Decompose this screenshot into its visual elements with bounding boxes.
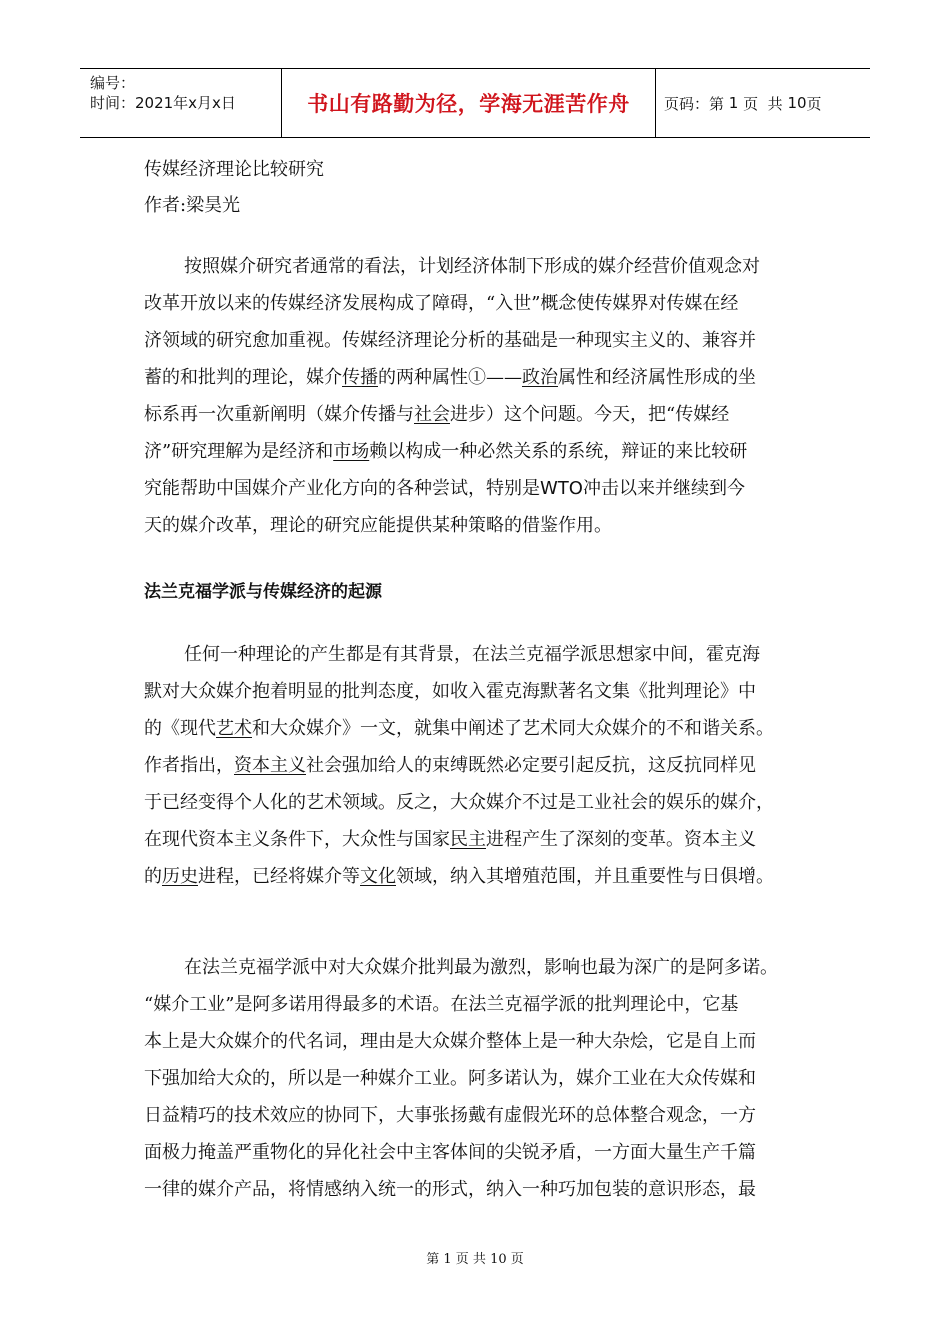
page-footer: 第 1 页 共 10 页 (426, 1252, 524, 1267)
link-yishu[interactable]: 艺术 (216, 718, 252, 739)
number-label: 编号： (90, 74, 136, 92)
document-header (80, 68, 870, 138)
page-prefix: 页码：第 (664, 94, 725, 113)
date-label: 时间：2021年x月x日 (90, 94, 236, 112)
paragraph-1: 按照媒介研究者通常的看法，计划经济体制下形成的媒介经营价值观念对 改革开放以来的传媒经济发展构成了障碍，“入世”概念使传媒界对传媒在经 济领域的研究愈加重视。传媒经济理论分析的基础是一种现实主义的、兼容并 蓄的和批判的理论，媒介传播的两种属性①——政治属性和经济属性形成的坐 标系再一次重新阐明（媒介传播与社会进步）这个问题。今天，把“传媒经 济”研究理解为是经济和市场赖以构成一种必然关系的系统，辩证的来比较研 究能帮助中国媒介产业化方向的各种尝试，特别是WTO冲击以来并继续到今 天的媒介改革，理论的研究应能提供某种策略的借鉴作用。 (144, 256, 760, 536)
footer-page-number: 1 (443, 1252, 452, 1267)
section-heading: 法兰克福学派与传媒经济的起源 (144, 582, 382, 602)
page-middle: 页 共 (743, 94, 783, 113)
page-number: 1 (728, 94, 739, 112)
link-shichang[interactable]: 市场 (333, 441, 370, 462)
header-page-info (656, 69, 870, 137)
link-wenhua[interactable]: 文化 (360, 866, 396, 887)
link-lishi[interactable]: 历史 (162, 866, 198, 887)
link-chuanbo[interactable]: 传播 (342, 367, 378, 388)
link-minzhu[interactable]: 民主 (450, 829, 486, 850)
header-motto: 书山有路勤为径，学海无涯苦作舟 (282, 69, 656, 137)
page-suffix: 页 (806, 94, 822, 113)
article-author: 作者:梁昊光 (144, 195, 241, 216)
header-meta-cell (80, 69, 282, 137)
paragraph-3: 在法兰克福学派中对大众媒介批判最为激烈，影响也最为深广的是阿多诺。 “媒介工业”是阿多诺用得最多的术语。在法兰克福学派的批判理论中，它基 本上是大众媒介的代名词，理由是大众媒介整体上是一种大杂烩，它是自上而 下强加给大众的，所以是一种媒介工业。阿多诺认为，媒介工业在大众传媒和 日益精巧的技术效应的协同下，大事张扬戴有虚假光环的总体整合观念，一方 面极力掩盖严重物化的异化社会中主客体间的尖锐矛盾，一方面大量生产千篇 一律的媒介产品，将情感纳入统一的形式，纳入一种巧加包装的意识形态，最 (144, 957, 778, 1200)
footer-page-total: 10 (490, 1252, 507, 1267)
article-title: 传媒经济理论比较研究 (144, 159, 324, 180)
page-total: 10 (787, 94, 807, 112)
link-zibenzhuyi[interactable]: 资本主义 (234, 755, 306, 776)
link-shehui[interactable]: 社会 (414, 404, 450, 425)
paragraph-2: 任何一种理论的产生都是有其背景，在法兰克福学派思想家中间，霍克海 默对大众媒介抱着明显的批判态度，如收入霍克海默著名文集《批判理论》中 的《现代艺术和大众媒介》一文，就集中阐述了艺术同大众媒介的不和谐关系。 作者指出，资本主义社会强加给人的束缚既然必定要引起反抗，这反抗同样见 于已经变得个人化的艺术领域。反之，大众媒介不过是工业社会的娱乐的媒介， 在现代资本主义条件下，大众性与国家民主进程产生了深刻的变革。资本主义 的历史进程，已经将媒介等文化领域，纳入其增殖范围，并且重要性与日俱增。 (144, 644, 774, 887)
link-zhengzhi[interactable]: 政治 (522, 367, 558, 388)
article-body (144, 152, 804, 1208)
